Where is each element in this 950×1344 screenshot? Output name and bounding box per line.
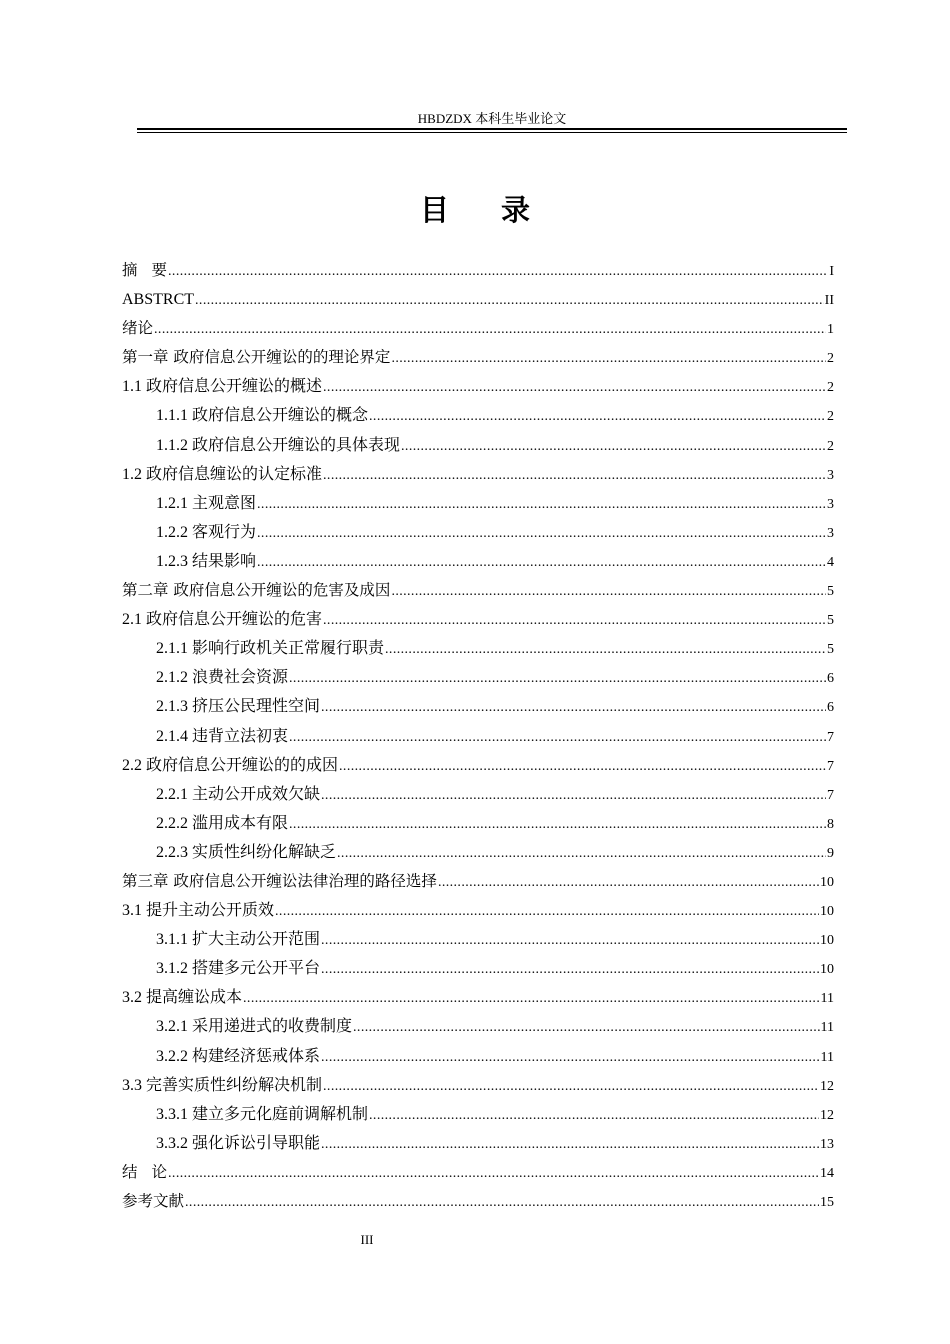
toc-entry[interactable]	[122, 576, 834, 605]
toc-dot-leader	[438, 868, 819, 896]
toc-entry-page: 6	[827, 671, 834, 687]
toc-dot-leader	[257, 490, 826, 518]
toc-entry-label: 1.1.1 政府信息公开缠讼的概念	[156, 407, 369, 425]
toc-entry[interactable]	[122, 954, 834, 983]
toc-entry[interactable]	[122, 343, 834, 372]
toc-entry[interactable]	[122, 634, 834, 663]
toc-entry-page: 11	[820, 991, 834, 1007]
toc-entry-label: 2.1.3 挤压公民理性空间	[156, 698, 321, 716]
toc-entry-label: 2.1.2 浪费社会资源	[156, 669, 289, 687]
toc-entry-label: 1.1.2 政府信息公开缠讼的具体表现	[156, 436, 401, 454]
toc-entry[interactable]	[122, 285, 834, 314]
toc-entry-label: 3.2 提高缠讼成本	[122, 989, 243, 1007]
toc-entry-page: 7	[827, 758, 834, 774]
toc-dot-leader	[323, 461, 826, 489]
toc-entry-label: 2.2 政府信息公开缠讼的的成因	[122, 756, 339, 774]
toc-entry-label: 3.1 提升主动公开质效	[122, 902, 275, 920]
toc-dot-leader	[321, 1130, 819, 1158]
toc-entry-label: 2.2.2 滥用成本有限	[156, 814, 289, 832]
toc-entry-label: 3.3.1 建立多元化庭前调解机制	[156, 1105, 369, 1123]
toc-entry-label: 1.2 政府信息缠讼的认定标准	[122, 465, 323, 483]
toc-entry-page: 1	[827, 322, 834, 338]
page-header: HBDZDX 本科生毕业论文	[417, 111, 567, 126]
toc-dot-leader	[369, 1101, 819, 1129]
toc-entry[interactable]	[122, 256, 834, 285]
toc-entry-page: 12	[820, 1107, 834, 1123]
toc-entry-page: 10	[820, 962, 834, 978]
toc-entry-label: 绪论	[122, 319, 154, 338]
toc-entry[interactable]	[122, 401, 834, 430]
toc-entry[interactable]	[122, 1187, 834, 1216]
toc-entry[interactable]	[122, 605, 834, 634]
toc-dot-leader	[321, 926, 819, 954]
toc-entry-page: 14	[820, 1165, 834, 1181]
toc-entry-label: 2.1.4 违背立法初衷	[156, 727, 289, 745]
header-rule-thick	[137, 128, 847, 130]
toc-dot-leader	[337, 839, 826, 867]
toc-entry-page: 3	[827, 496, 834, 512]
toc-entry-label: 1.1 政府信息公开缠讼的概述	[122, 378, 323, 396]
toc-entry[interactable]	[122, 692, 834, 721]
toc-entry-page: 10	[820, 874, 834, 890]
toc-entry[interactable]	[122, 867, 834, 896]
toc-entry[interactable]	[122, 460, 834, 489]
toc-entry-label: 1.2.3 结果影响	[156, 552, 257, 570]
toc-dot-leader	[321, 955, 819, 983]
toc-entry-label: 1.2.2 客观行为	[156, 523, 257, 541]
toc-entry-page: 12	[820, 1078, 834, 1094]
toc-entry-label: 3.2.1 采用递进式的收费制度	[156, 1018, 353, 1036]
toc-entry[interactable]	[122, 431, 834, 460]
toc-entry-label: 2.2.3 实质性纠纷化解缺乏	[156, 843, 337, 861]
toc-entry[interactable]	[122, 751, 834, 780]
toc-entry-page: 2	[827, 438, 834, 454]
toc-entry-page: 5	[827, 613, 834, 629]
toc-entry-label: 2.1 政府信息公开缠讼的危害	[122, 611, 323, 629]
toc-dot-leader	[321, 781, 826, 809]
toc-entry-page: 2	[827, 380, 834, 396]
toc-entry-label: 摘要	[122, 261, 168, 279]
toc-entry[interactable]	[122, 1158, 834, 1187]
toc-dot-leader	[195, 286, 824, 314]
toc-entry-page: I	[829, 264, 834, 279]
toc-entry-label: 第二章 政府信息公开缠讼的危害及成因	[122, 581, 391, 600]
page-title: 目录	[419, 193, 582, 227]
toc-entry-label: 第三章 政府信息公开缠讼法律治理的路径选择	[122, 871, 437, 890]
toc-entry-label: 3.3.2 强化诉讼引导职能	[156, 1134, 321, 1152]
toc-entry[interactable]	[122, 722, 834, 751]
toc-entry[interactable]	[122, 809, 834, 838]
toc-dot-leader	[321, 1043, 820, 1071]
toc-entry-label: 结论	[122, 1162, 168, 1181]
toc-dot-leader	[289, 664, 826, 692]
toc-entry-label: 3.2.2 构建经济惩戒体系	[156, 1047, 321, 1065]
toc-entry[interactable]	[122, 780, 834, 809]
toc-entry-page: 2	[827, 409, 834, 425]
toc-entry-page: 15	[820, 1195, 834, 1210]
toc-entry[interactable]	[122, 663, 834, 692]
toc-entry[interactable]	[122, 1129, 834, 1158]
toc-entry-page: 9	[827, 845, 834, 861]
toc-entry[interactable]	[122, 518, 834, 547]
toc-dot-leader	[289, 810, 826, 838]
toc-entry-label: 1.2.1 主观意图	[156, 494, 257, 512]
toc-entry-page: 7	[827, 787, 834, 803]
toc-entry[interactable]	[122, 489, 834, 518]
toc-entry-page: II	[824, 293, 834, 309]
toc-entry-page: 11	[820, 1049, 834, 1065]
toc-entry-label: 2.2.1 主动公开成效欠缺	[156, 785, 321, 803]
toc-dot-leader	[243, 984, 820, 1012]
toc-entry-page: 7	[827, 729, 834, 745]
toc-entry-page: 6	[827, 700, 834, 716]
toc-entry-page: 10	[820, 933, 834, 949]
toc-dot-leader	[323, 373, 826, 401]
page-number-footer: III	[360, 1232, 374, 1247]
toc-dot-leader	[257, 548, 826, 576]
toc-entry-page: 3	[827, 525, 834, 541]
toc-entry[interactable]	[122, 547, 834, 576]
toc-dot-leader	[168, 257, 828, 285]
toc-dot-leader	[257, 519, 826, 547]
toc-dot-leader	[323, 1072, 819, 1100]
toc-entry[interactable]	[122, 1071, 834, 1100]
toc-entry-label: 3.3 完善实质性纠纷解决机制	[122, 1076, 323, 1094]
toc-dot-leader	[401, 432, 826, 460]
toc-entry-page: 11	[820, 1020, 834, 1036]
toc-dot-leader	[353, 1013, 820, 1041]
toc-entry-label: 参考文献	[122, 1192, 185, 1210]
header-rule-thin	[137, 132, 847, 133]
toc-entry-page: 8	[827, 816, 834, 832]
toc-entry-label: 3.1.2 搭建多元公开平台	[156, 960, 321, 978]
toc-entry-page: 3	[827, 467, 834, 483]
toc-dot-leader	[391, 344, 826, 372]
toc-dot-leader	[385, 635, 826, 663]
toc-entry[interactable]	[122, 838, 834, 867]
toc-entry[interactable]	[122, 896, 834, 925]
table-of-contents	[122, 256, 834, 1216]
toc-dot-leader	[275, 897, 819, 925]
toc-entry-page: 4	[827, 554, 834, 570]
toc-dot-leader	[321, 693, 826, 721]
toc-entry-page: 2	[827, 351, 834, 367]
toc-dot-leader	[289, 723, 826, 751]
toc-dot-leader	[185, 1188, 819, 1216]
toc-entry[interactable]	[122, 372, 834, 401]
toc-dot-leader	[168, 1159, 819, 1187]
toc-entry[interactable]	[122, 1042, 834, 1071]
toc-entry-label: 第一章 政府信息公开缠讼的的理论界定	[122, 348, 391, 367]
toc-entry-page: 13	[820, 1136, 834, 1152]
toc-entry-page: 10	[820, 904, 834, 920]
toc-entry[interactable]	[122, 983, 834, 1012]
toc-entry-page: 5	[827, 584, 834, 600]
toc-entry[interactable]	[122, 1012, 834, 1041]
toc-entry-label: 2.1.1 影响行政机关正常履行职责	[156, 640, 385, 658]
toc-dot-leader	[323, 606, 826, 634]
toc-entry-label: 3.1.1 扩大主动公开范围	[156, 931, 321, 949]
toc-entry[interactable]	[122, 925, 834, 954]
toc-dot-leader	[369, 402, 826, 430]
toc-entry-page: 5	[827, 642, 834, 658]
toc-dot-leader	[154, 315, 826, 343]
toc-entry[interactable]	[122, 314, 834, 343]
toc-dot-leader	[391, 577, 826, 605]
toc-dot-leader	[339, 752, 826, 780]
toc-entry-label: ABSTRCT	[122, 291, 195, 309]
toc-entry[interactable]	[122, 1100, 834, 1129]
